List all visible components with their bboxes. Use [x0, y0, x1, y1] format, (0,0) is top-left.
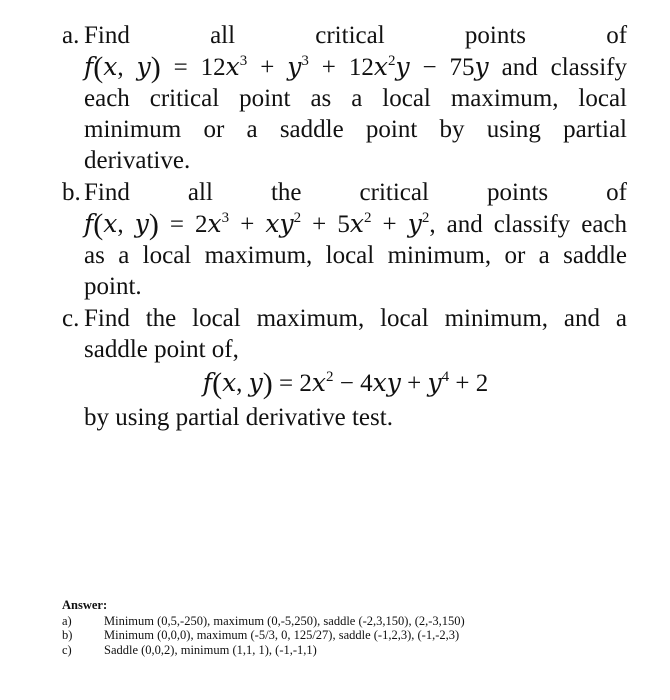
problem-b-text: as a local maximum, local minimum, or a saddle point.: [84, 242, 627, 300]
problem-a-text: each critical point as a local maximum, local minimum or a saddle point by using partial derivative.: [84, 85, 627, 174]
problem-b: [62, 177, 627, 302]
word-points: points: [487, 179, 549, 206]
problem-c-text: Find the local maximum, local minimum, and a saddle point of,: [84, 305, 627, 363]
answer-text: Minimum (0,5,-250), maximum (0,-5,250), saddle (-2,3,150), (2,-3,150): [104, 613, 465, 628]
problem-c: [62, 303, 627, 433]
problem-a-formula-line: [84, 51, 627, 83]
word-of: of: [606, 179, 627, 206]
problem-b-after-formula: , and classify each: [429, 211, 628, 238]
problem-a: [62, 20, 627, 176]
word-find: Find: [84, 179, 130, 206]
word-find: Find: [84, 22, 130, 49]
problem-a-first-line: [84, 20, 627, 51]
answer-text: Saddle (0,0,2), minimum (1,1, 1), (-1,-1,1): [104, 642, 317, 657]
problem-a-marker: a.: [62, 22, 80, 49]
problem-c-formula: f(x, $y) = 2x^2 - 4xy + y^4 + 2$: [202, 367, 489, 400]
problem-a-body: [62, 20, 627, 176]
problem-b-formula-line: [84, 208, 627, 240]
answer-item: [62, 628, 582, 643]
problem-c-marker: c.: [62, 305, 80, 332]
problem-c-formula-line: [84, 367, 627, 399]
answer-item: [62, 614, 582, 629]
word-all: all: [187, 179, 213, 206]
problem-b-body: [62, 177, 627, 302]
problem-list: [62, 20, 627, 433]
word-critical: critical: [315, 22, 385, 49]
problem-a-formula: f(x, $y) = 12x^3 + y^3 + 12x^2y - 75y$: [84, 51, 489, 84]
problem-c-after-formula: by using partial derivative test.: [84, 404, 393, 431]
problem-b-formula: f(x, $y) = 2x^3 + xy^2 + 5x^2 + y^2$: [84, 208, 430, 241]
answer-text: Minimum (0,0,0), maximum (-5/3, 0, 125/27), saddle (-1,2,3), (-1,-2,3): [104, 628, 460, 642]
answer-letter: b): [62, 628, 73, 642]
answer-letter: a): [62, 613, 72, 628]
word-points: points: [464, 22, 526, 49]
answer-letter: c): [62, 642, 72, 657]
answer-item: [62, 643, 582, 658]
problem-b-marker: b.: [62, 179, 81, 206]
answer-title: Answer:: [62, 598, 108, 612]
problem-c-body: [62, 303, 627, 433]
answer-section: [62, 598, 582, 657]
word-the: the: [270, 179, 302, 206]
word-all: all: [210, 22, 236, 49]
problem-a-after-formula: and classify: [501, 54, 627, 81]
word-critical: critical: [359, 179, 429, 206]
word-of: of: [606, 22, 628, 49]
problem-b-first-line: [84, 177, 627, 208]
